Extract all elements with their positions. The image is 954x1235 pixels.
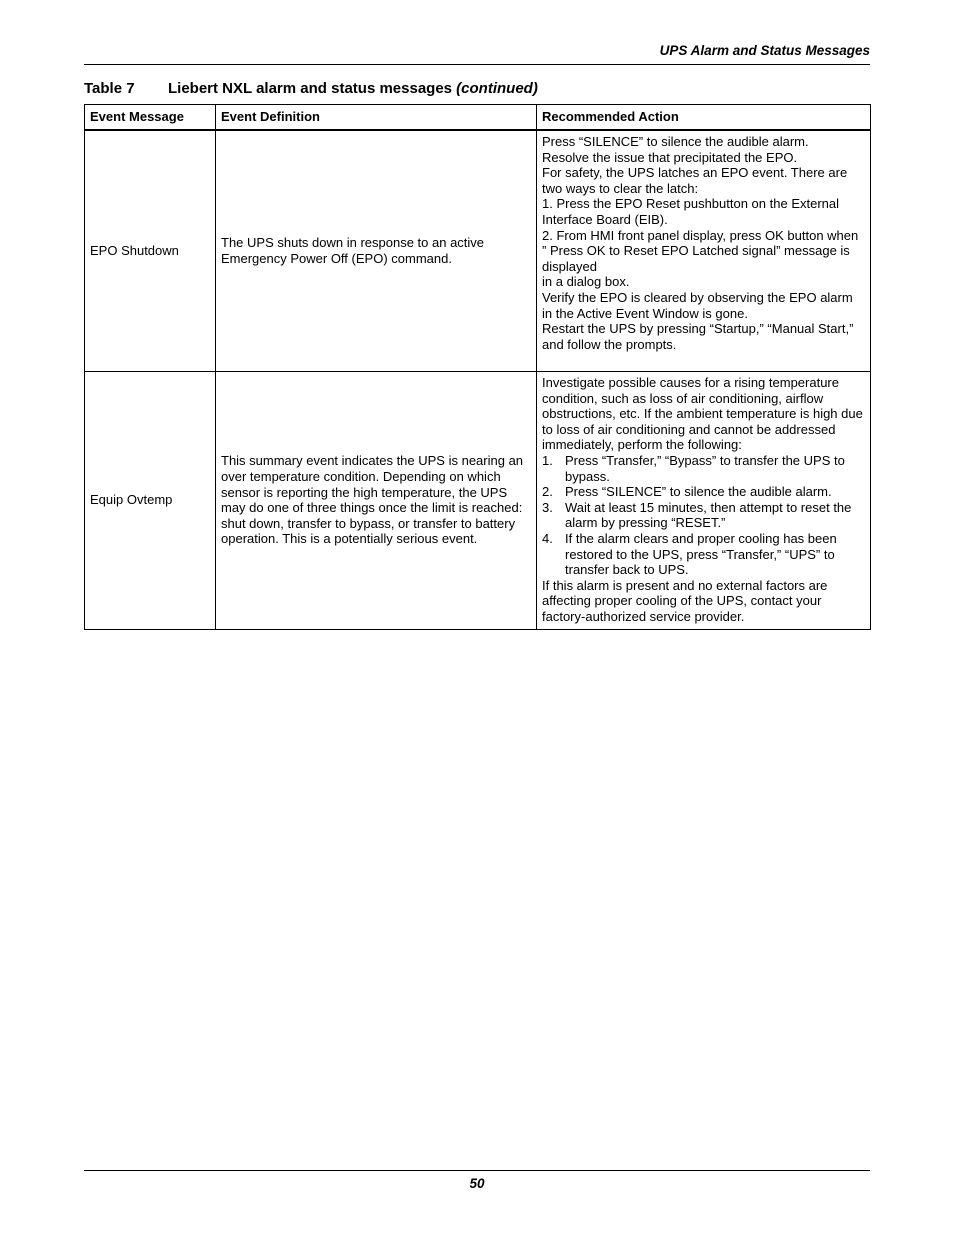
header-divider (84, 64, 870, 65)
running-header: UPS Alarm and Status Messages (659, 43, 870, 58)
table-header-row (85, 105, 871, 131)
step-number: 1. (542, 452, 553, 468)
table-number: Table 7 (84, 80, 135, 97)
step-text: Press “SILENCE” to silence the audible alarm. (565, 484, 832, 500)
step-text: If the alarm clears and proper cooling has been restored to the UPS, press “Transfer,” “UPS” to transfer back to UPS. (565, 530, 837, 578)
step-number: 3. (542, 499, 553, 515)
step-text: Press “Transfer,” “Bypass” to transfer the UPS to bypass. (565, 452, 845, 484)
action-step (542, 500, 865, 531)
event-definition-cell: The UPS shuts down in response to an active Emergency Power Off (EPO) command. (216, 130, 537, 372)
action-outro: If this alarm is present and no external factors are affecting proper cooling of the UPS, contact your factory-authorized service provider. (542, 577, 828, 624)
event-definition-cell: This summary event indicates the UPS is nearing an over temperature condition. Depending on which sensor is reporting the high temperature, the UPS may do one of three things once the limit is reached: shut down, transfer to bypass, or transfer to battery operation. This is a potentially serious event. (216, 372, 537, 630)
footer-divider (84, 1170, 870, 1171)
step-text: Wait at least 15 minutes, then attempt to reset the alarm by pressing “RESET.” (565, 499, 852, 531)
recommended-action-cell (537, 372, 871, 630)
column-header-event-definition: Event Definition (216, 105, 537, 131)
action-line: Restart the UPS by pressing “Startup,” “Manual Start,” and follow the prompts. (542, 321, 854, 352)
event-message-cell: EPO Shutdown (85, 130, 216, 372)
action-steps-list (542, 453, 865, 578)
table-row (85, 372, 871, 630)
action-line: Resolve the issue that precipitated the EPO. (542, 149, 798, 165)
column-header-event-message: Event Message (85, 105, 216, 131)
action-line: For safety, the UPS latches an EPO event. There are two ways to clear the latch: (542, 165, 848, 196)
action-step (542, 531, 865, 578)
action-line: Verify the EPO is cleared by observing the EPO alarm in the Active Event Window is gone. (542, 289, 853, 321)
alarm-table (84, 104, 871, 630)
action-line: 1. Press the EPO Reset pushbutton on the External Interface Board (EIB). (542, 196, 840, 227)
step-number: 2. (542, 484, 553, 500)
action-step (542, 484, 865, 500)
table-title: Liebert NXL alarm and status messages (168, 80, 457, 97)
action-line: Press “SILENCE” to silence the audible alarm. (542, 134, 809, 149)
table-row (85, 130, 871, 372)
action-intro: Investigate possible causes for a rising temperature condition, such as loss of air conditioning, airflow obstructions, etc. If the ambient temperature is high due to loss of air conditioning and cannot be addressed immediately, perform the following: (542, 375, 863, 453)
action-line: in a dialog box. (542, 274, 630, 290)
step-number: 4. (542, 530, 553, 546)
column-header-recommended-action: Recommended Action (537, 105, 871, 131)
action-line: 2. From HMI front panel display, press OK button when ” Press OK to Reset EPO Latched signal” message is displayed (542, 227, 859, 274)
page-number: 50 (469, 1176, 485, 1191)
table-continued: (continued) (456, 80, 538, 97)
action-step (542, 453, 865, 484)
table-caption (84, 80, 538, 97)
event-message-cell: Equip Ovtemp (85, 372, 216, 630)
recommended-action-cell (537, 130, 871, 372)
